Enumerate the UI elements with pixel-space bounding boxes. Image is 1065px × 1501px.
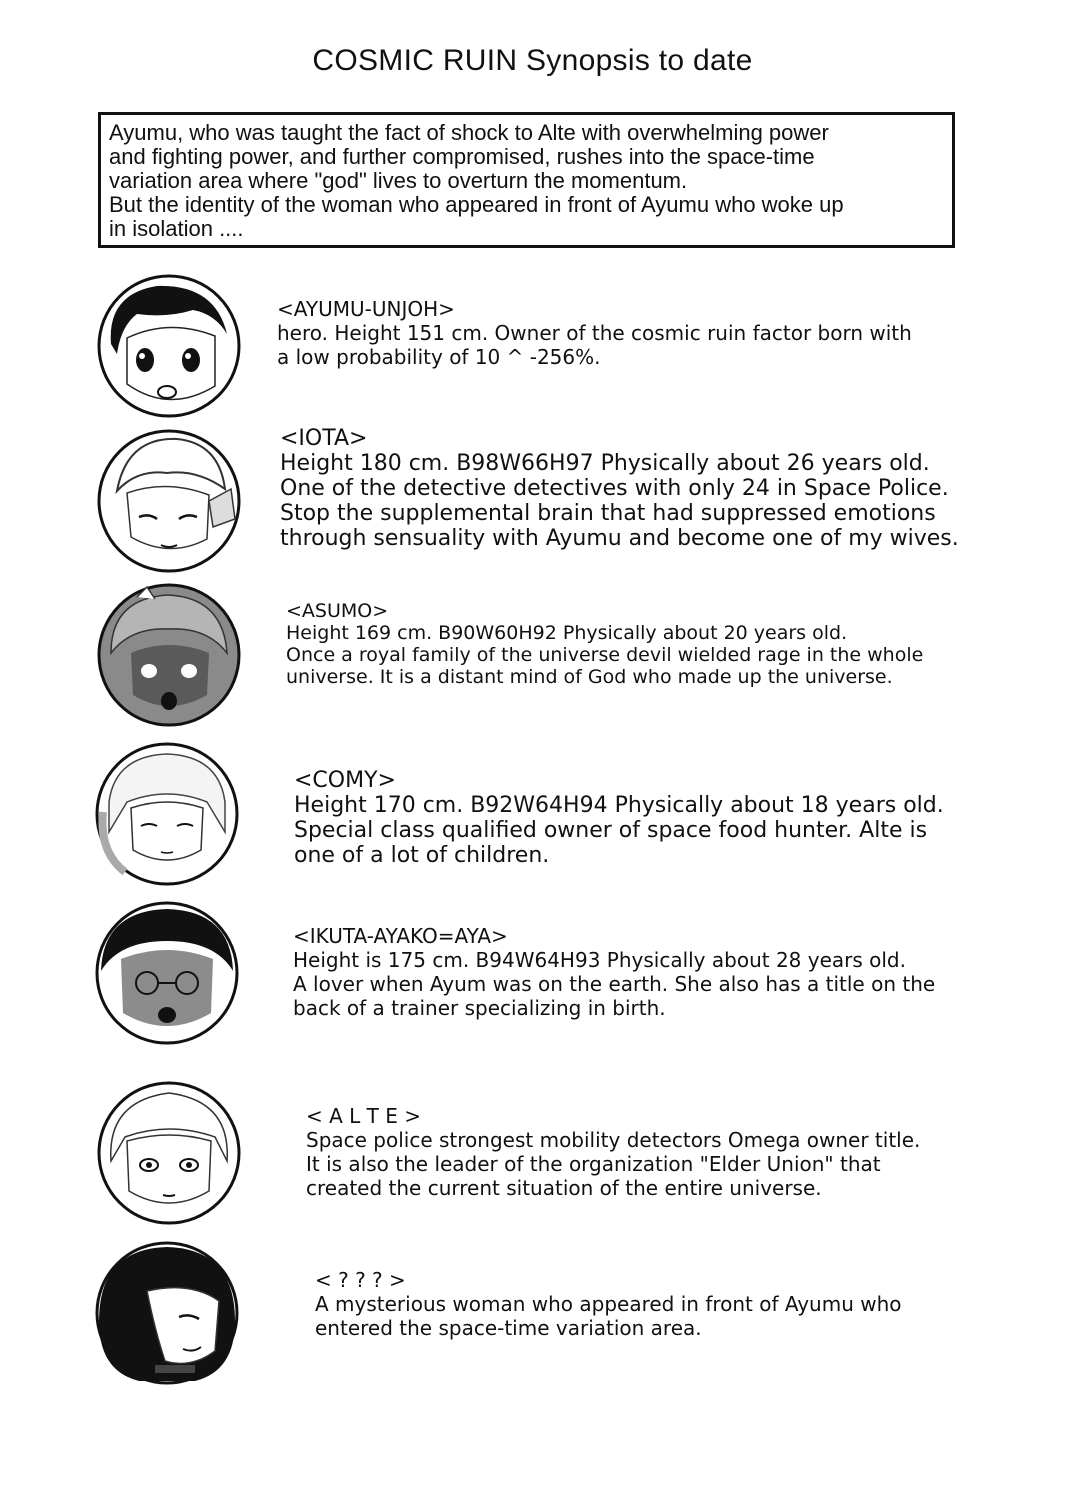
alte-portrait-icon [97, 1081, 241, 1225]
character-description-line: Special class qualified owner of space food hunter. Alte is [294, 818, 928, 843]
character-entry-ayumu [277, 297, 912, 369]
character-name: < ? ? ? > [315, 1268, 406, 1292]
ayumu-portrait-icon [97, 274, 241, 418]
iota-portrait-icon [97, 429, 241, 573]
character-name: <ASUMO> [286, 600, 389, 622]
character-description-line: A mysterious woman who appeared in front of Ayumu who [315, 1292, 902, 1316]
synopsis-line: variation area where "god" lives to overturn the momentum. [109, 168, 688, 193]
character-description-line: Height 169 cm. B90W60H92 Physically about 20 years old. [286, 622, 848, 644]
synopsis-line: in isolation .... [109, 216, 244, 241]
character-description-line: entered the space-time variation area. [315, 1316, 702, 1340]
character-description-line: one of a lot of children. [294, 843, 550, 868]
character-entry-iota [280, 426, 959, 551]
character-description-line: back of a trainer specializing in birth. [293, 996, 666, 1020]
character-description-line: through sensuality with Ayumu and become one of my wives. [280, 526, 959, 551]
synopsis-line: Ayumu, who was taught the fact of shock to Alte with overwhelming power [109, 120, 829, 145]
aya-portrait-icon [95, 901, 239, 1045]
comy-portrait-icon [95, 742, 239, 886]
character-description-line: created the current situation of the entire universe. [306, 1176, 822, 1200]
character-description-line: Space police strongest mobility detectors Omega owner title. [306, 1128, 921, 1152]
page-title: COSMIC RUIN Synopsis to date [312, 44, 753, 77]
character-name: < A L T E > [306, 1104, 421, 1128]
character-description-line: Height 170 cm. B92W64H94 Physically about 18 years old. [294, 793, 944, 818]
character-entry-mystery-woman [315, 1268, 902, 1340]
character-description-line: Height is 175 cm. B94W64H93 Physically about 28 years old. [293, 948, 906, 972]
synopsis-line: But the identity of the woman who appeared in front of Ayumu who woke up [109, 192, 844, 217]
character-description-line: Stop the supplemental brain that had suppressed emotions [280, 501, 936, 526]
character-description-line: hero. Height 151 cm. Owner of the cosmic ruin factor born with [277, 321, 912, 345]
character-entry-comy [294, 768, 944, 868]
character-description-line: Once a royal family of the universe devil wielded rage in the whole [286, 644, 924, 666]
character-name: <AYUMU-UNJOH> [277, 297, 455, 321]
character-entry-aya [293, 924, 935, 1020]
character-name: <IOTA> [280, 426, 368, 451]
character-description-line: One of the detective detectives with only 24 in Space Police. [280, 476, 949, 501]
character-description-line: a low probability of 10 ^ -256%. [277, 345, 601, 369]
character-description-line: Height 180 cm. B98W66H97 Physically about 26 years old. [280, 451, 930, 476]
character-description-line: A lover when Ayum was on the earth. She also has a title on the [293, 972, 936, 996]
mystery-woman-portrait-icon [95, 1241, 239, 1385]
synopsis-line: and fighting power, and further compromised, rushes into the space-time [109, 144, 815, 169]
character-name: <COMY> [294, 768, 396, 793]
character-description-line: universe. It is a distant mind of God who made up the universe. [286, 666, 893, 688]
character-entry-alte [306, 1104, 920, 1200]
character-name: <IKUTA-AYAKO=AYA> [293, 924, 508, 948]
character-entry-asumo [286, 600, 923, 688]
synopsis-box [98, 112, 955, 248]
character-description-line: It is also the leader of the organization "Elder Union" that [306, 1152, 881, 1176]
asumo-portrait-icon [97, 583, 241, 727]
